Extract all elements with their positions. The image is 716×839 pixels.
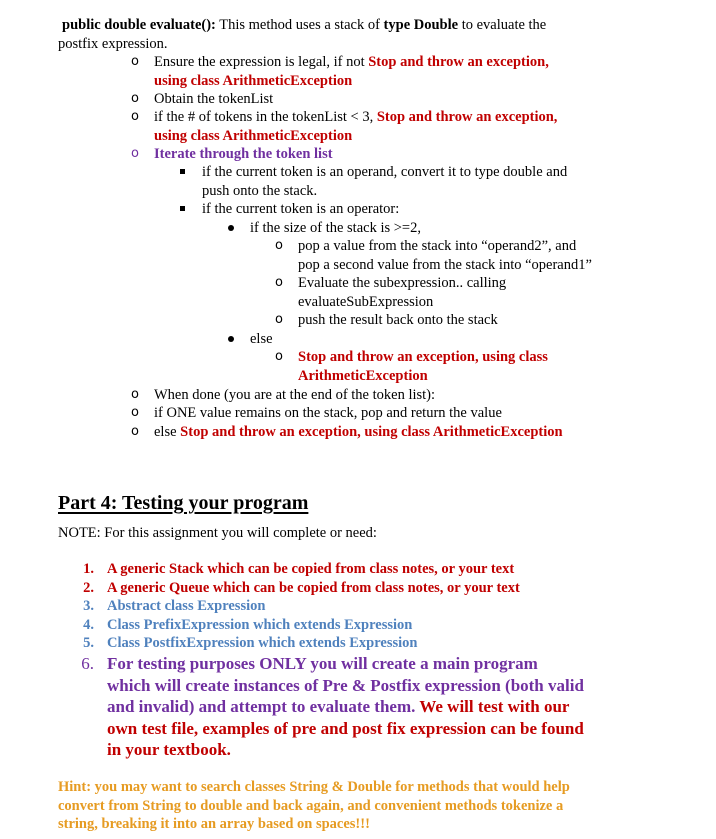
list-number: 6. bbox=[81, 654, 94, 673]
dot-bullet-icon bbox=[228, 336, 234, 342]
circle-bullet-icon: o bbox=[275, 275, 283, 290]
item-text: else bbox=[154, 424, 181, 440]
else-emphasis-cont: ArithmeticException bbox=[298, 368, 428, 384]
circle-bullet-icon: o bbox=[131, 109, 139, 124]
part4-heading: Part 4: Testing your program bbox=[58, 492, 309, 514]
numbered-item-6-cont: own test file, examples of pre and post fix expression can be found bbox=[107, 719, 584, 738]
item-text: if the # of tokens in the tokenList < 3, bbox=[154, 109, 377, 125]
item-emphasis-cont: using class ArithmeticException bbox=[154, 73, 353, 89]
list-number: 3. bbox=[83, 598, 94, 614]
circle-bullet-icon: o bbox=[131, 387, 139, 402]
sub-item: if the current token is an operator: bbox=[202, 201, 400, 217]
inner-item: Evaluate the subexpression.. calling bbox=[298, 275, 507, 291]
list-item: When done (you are at the end of the token list): bbox=[154, 387, 436, 403]
evaluate-intro-type: type Double bbox=[383, 17, 459, 33]
evaluate-intro-line bbox=[62, 16, 546, 35]
square-bullet-icon bbox=[180, 169, 185, 174]
circle-bullet-icon: o bbox=[131, 424, 139, 439]
numbered-item-6-cont bbox=[107, 696, 569, 718]
numbered-item: Class PrefixExpression which extends Expression bbox=[107, 617, 413, 633]
numbered-item: Class PostfixExpression which extends Expression bbox=[107, 635, 418, 651]
list-item: Iterate through the token list bbox=[154, 146, 333, 162]
hint-line: string, breaking it into an array based on spaces!!! bbox=[58, 816, 370, 832]
circle-bullet-icon: o bbox=[131, 91, 139, 106]
numbered-item-6-cont: in your textbook. bbox=[107, 740, 231, 759]
square-bullet-icon bbox=[180, 206, 185, 211]
sub-item: if the current token is an operand, convert it to type double and bbox=[202, 164, 568, 180]
evaluate-intro-b: to evaluate the bbox=[458, 17, 547, 33]
circle-bullet-icon: o bbox=[131, 405, 139, 420]
hint-line: Hint: you may want to search classes String & Double for methods that would help bbox=[58, 779, 570, 795]
part4-note: NOTE: For this assignment you will complete or need: bbox=[58, 525, 377, 541]
circle-bullet-icon: o bbox=[275, 349, 283, 364]
inner-item: push the result back onto the stack bbox=[298, 312, 498, 328]
evaluate-intro-line2: postfix expression. bbox=[58, 36, 168, 52]
item-emphasis-cont: using class ArithmeticException bbox=[154, 128, 353, 144]
sub-item-cont: push onto the stack. bbox=[202, 183, 318, 199]
numbered-item: Abstract class Expression bbox=[107, 598, 266, 614]
inner-item-cont: pop a second value from the stack into “operand1” bbox=[298, 257, 592, 273]
list-number: 2. bbox=[83, 580, 94, 596]
circle-bullet-icon: o bbox=[275, 312, 283, 327]
circle-bullet-icon: o bbox=[131, 146, 139, 161]
numbered-item: A generic Stack which can be copied from class notes, or your text bbox=[107, 561, 515, 577]
list-item bbox=[154, 108, 557, 127]
numbered-item-6: For testing purposes ONLY you will create a main program bbox=[107, 654, 538, 673]
list-item: if ONE value remains on the stack, pop and return the value bbox=[154, 405, 502, 421]
hint-line: convert from String to double and back again, and convenient methods tokenize a bbox=[58, 798, 564, 814]
inner-item-cont: evaluateSubExpression bbox=[298, 294, 434, 310]
inner-item: pop a value from the stack into “operand2”, and bbox=[298, 238, 577, 254]
list-number: 4. bbox=[83, 617, 94, 633]
circle-bullet-icon: o bbox=[131, 54, 139, 69]
item6-purple-tail: and invalid) and attempt to evaluate them. bbox=[107, 697, 420, 716]
list-number: 5. bbox=[83, 635, 94, 651]
sub-sub-item: if the size of the stack is >=2, bbox=[250, 220, 421, 236]
list-item bbox=[154, 53, 549, 72]
item-emphasis: Stop and throw an exception, using class ArithmeticException bbox=[180, 424, 563, 440]
list-item bbox=[154, 423, 563, 442]
item-text: Ensure the expression is legal, if not bbox=[154, 54, 369, 70]
list-item: Obtain the tokenList bbox=[154, 91, 274, 107]
dot-bullet-icon bbox=[228, 225, 234, 231]
numbered-item-6-cont: which will create instances of Pre & Postfix expression (both valid bbox=[107, 676, 584, 695]
numbered-item: A generic Queue which can be copied from class notes, or your text bbox=[107, 580, 520, 596]
else-item: else bbox=[250, 331, 273, 347]
item-emphasis: Stop and throw an exception, bbox=[368, 54, 549, 70]
evaluate-intro-a: This method uses a stack of bbox=[215, 17, 384, 33]
item6-red-head: We will test with our bbox=[419, 697, 570, 716]
item-emphasis: Stop and throw an exception, bbox=[376, 109, 558, 125]
circle-bullet-icon: o bbox=[275, 238, 283, 253]
else-emphasis: Stop and throw an exception, using class bbox=[298, 349, 548, 365]
evaluate-signature: public double evaluate(): bbox=[62, 17, 216, 33]
list-number: 1. bbox=[83, 561, 94, 577]
